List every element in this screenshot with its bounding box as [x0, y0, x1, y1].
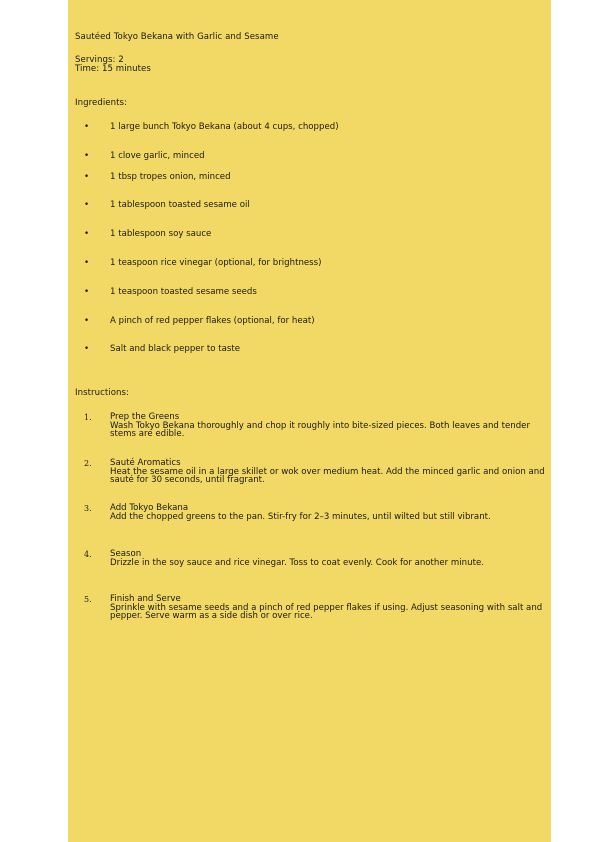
step-number: 4. [84, 550, 92, 559]
step-title: Add Tokyo Bekana [110, 503, 189, 513]
step-number: 2. [84, 459, 92, 468]
step-text: Sprinkle with sesame seeds and a pinch of red pepper flakes if using. Adjust seasoning with salt and pepper. Serve warm as a side dish or over rice. [110, 602, 543, 621]
instructions-heading: Instructions: [75, 388, 130, 398]
step-text: Heat the sesame oil in a large skillet or wok over medium heat. Add the minced garlic and onion and sauté for 30 seconds, until fragrant. [110, 466, 545, 485]
step-text: Drizzle in the soy sauce and rice vinegar. Toss to coat evenly. Cook for another minute. [110, 557, 484, 568]
bullet-icon: • [84, 229, 90, 239]
ingredient-text: 1 large bunch Tokyo Bekana (about 4 cups, chopped) [110, 122, 339, 132]
ingredient-text: 1 teaspoon toasted sesame seeds [110, 287, 257, 297]
step-text: Wash Tokyo Bekana thoroughly and chop it roughly into bite-sized pieces. Both leaves and tender stems are edible. [110, 420, 530, 439]
bullet-icon: • [84, 172, 90, 182]
bullet-icon: • [84, 200, 90, 210]
bullet-icon: • [84, 258, 90, 268]
ingredient-text: 1 tablespoon toasted sesame oil [110, 200, 250, 210]
step-number: 5. [84, 595, 92, 604]
step-content [110, 550, 546, 567]
time-text: Time: 15 minutes [75, 64, 151, 74]
ingredient-text: 1 clove garlic, minced [110, 151, 205, 161]
ingredient-text: 1 tbsp tropes onion, minced [110, 172, 231, 182]
ingredient-text: A pinch of red pepper flakes (optional, for heat) [110, 316, 315, 326]
step-text: Add the chopped greens to the pan. Stir-fry for 2–3 minutes, until wilted but still vibrant. [110, 511, 491, 522]
step-content [110, 413, 546, 439]
bullet-icon: • [84, 287, 90, 297]
step-title: Prep the Greens [110, 412, 180, 422]
recipe-page [68, 0, 551, 842]
step-title: Sauté Aromatics [110, 458, 181, 468]
bullet-icon: • [84, 122, 90, 132]
step-title: Season [110, 549, 142, 559]
ingredient-text: 1 tablespoon soy sauce [110, 229, 212, 239]
ingredient-text: 1 teaspoon rice vinegar (optional, for brightness) [110, 258, 322, 268]
recipe-title: Sautéed Tokyo Bekana with Garlic and Sesame [75, 32, 279, 42]
bullet-icon: • [84, 316, 90, 326]
step-content [110, 459, 546, 485]
servings-text: Servings: 2 [75, 55, 124, 65]
ingredient-text: Salt and black pepper to taste [110, 344, 240, 354]
step-content [110, 504, 546, 521]
step-title: Finish and Serve [110, 594, 181, 604]
step-number: 1. [84, 413, 92, 422]
bullet-icon: • [84, 151, 90, 161]
bullet-icon: • [84, 344, 90, 354]
ingredients-heading: Ingredients: [75, 98, 127, 108]
step-number: 3. [84, 504, 92, 513]
step-content [110, 595, 546, 621]
